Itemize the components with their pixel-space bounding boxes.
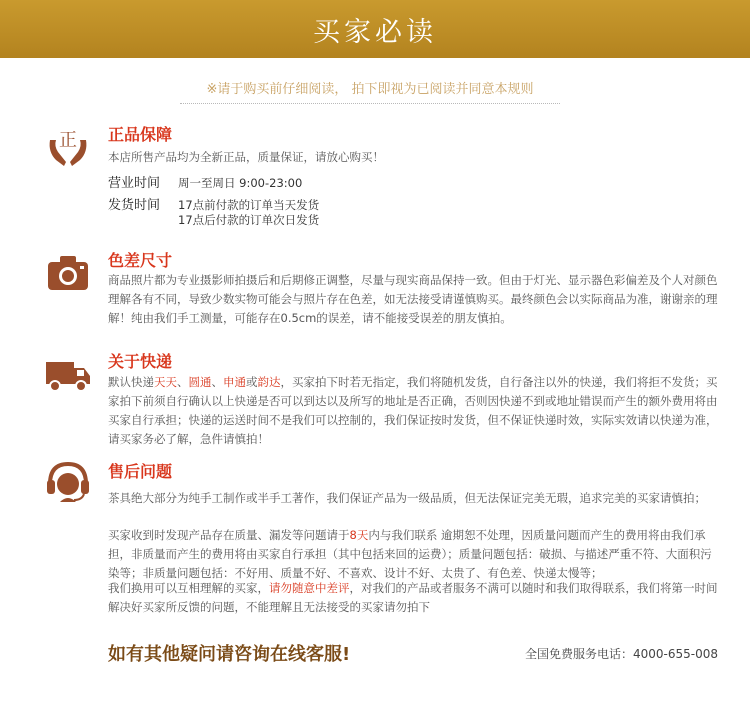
courier-yuantong: 圆通	[188, 375, 212, 389]
color-size-title: 色差尺寸	[108, 251, 173, 270]
hands-genuine-icon	[44, 122, 92, 170]
guarantee-text: 本店所售产品均为全新正品，质量保证，请放心购买！	[108, 150, 384, 164]
guarantee-title: 正品保障	[108, 125, 173, 144]
shipping-time-row	[108, 194, 319, 213]
service-phone: 全国免费服务电话：4000-655-008	[524, 647, 718, 661]
courier-tiantian: 天天	[154, 375, 177, 389]
courier-shentong: 申通	[223, 375, 246, 389]
notice-text: ※请于购买前仔细阅读， 拍下即视为已阅读并同意本规则	[180, 78, 560, 104]
aftersale-para2: 买家收到时发现产品存在质量、漏发等问题请于8天内与我们联系 逾期恕不处理，因质量问题而产生的费用将由我们承担，非质量而产生的费用将由买家自行承担（其中包括来回的运费）；质量问题包括：破损、与描述严重不符、大面积污染等；非质量问题包括：不好用、质量不好、不喜欢、设计不好、太贵了、有色差、快递太慢等；	[108, 528, 712, 580]
return-days: 8天	[349, 528, 369, 542]
shipping-time-label: 发货时间	[108, 198, 161, 213]
express-text: 默认快递天天、圆通、申通或韵达，买家拍下时若无指定，我们将随机发货，自行备注以外的快递，我们将拒不发货；买家拍下前须自行确认以上快递是否可以到达以及所写的地址是否正确，否则因快递不到或地址错误而产生的额外费用将由买家自行承担；快递的运送时间不是我们可以控制的，我们保证按时发货，但不保证快递时效，实际实效请以快递为准，请买家务必了解，急件请慎拍！	[108, 375, 718, 446]
business-hours-row	[108, 172, 302, 191]
shipping-time-line2-row	[178, 212, 319, 228]
business-hours-label: 营业时间	[108, 176, 161, 191]
delivery-truck-icon	[44, 350, 92, 398]
banner-title: 买家必读	[313, 16, 437, 48]
shipping-time-line2: 17点后付款的订单次日发货	[178, 213, 320, 227]
headset-service-icon	[44, 458, 92, 506]
color-size-text: 商品照片都为专业摄影师拍摄后和后期修正调整，尽量与现实商品保持一致。但由于灯光、显示器色彩偏差及个人对颜色理解各有不同，导致少数实物可能会与照片存在色差，如无法接受请谨慎购买。最终颜色会以实际商品为准，谢谢亲的理解！纯由我们手工测量，可能存在0.5cm的误差，请不能接受误差的朋友慎拍。	[108, 273, 718, 325]
aftersale-para3: 我们换用可以互相理解的买家，请勿随意中差评，对我们的产品或者服务不满可以随时和我们取得联系，我们将第一时间解决好买家所反馈的问题，不能理解且无法接受的买家请勿拍下	[108, 581, 718, 614]
shipping-time-line1: 17点前付款的订单当天发货	[178, 198, 320, 212]
no-bad-review-notice: 请勿随意中差评	[269, 581, 350, 595]
camera-icon	[44, 248, 92, 296]
header-banner	[0, 0, 750, 58]
courier-yunda: 韵达	[257, 375, 281, 389]
express-title: 关于快递	[108, 352, 173, 371]
aftersale-title: 售后问题	[108, 462, 173, 481]
business-hours-value: 周一至周日 9:00-23:00	[178, 176, 303, 190]
svg-text:正: 正	[59, 130, 77, 151]
consult-service-cta: 如有其他疑问请咨询在线客服!	[108, 644, 351, 665]
aftersale-para1: 茶具绝大部分为纯手工制作或半手工著作，我们保证产品为一级品质，但无法保证完美无瑕，追求完美的买家请慎拍；	[108, 491, 706, 505]
